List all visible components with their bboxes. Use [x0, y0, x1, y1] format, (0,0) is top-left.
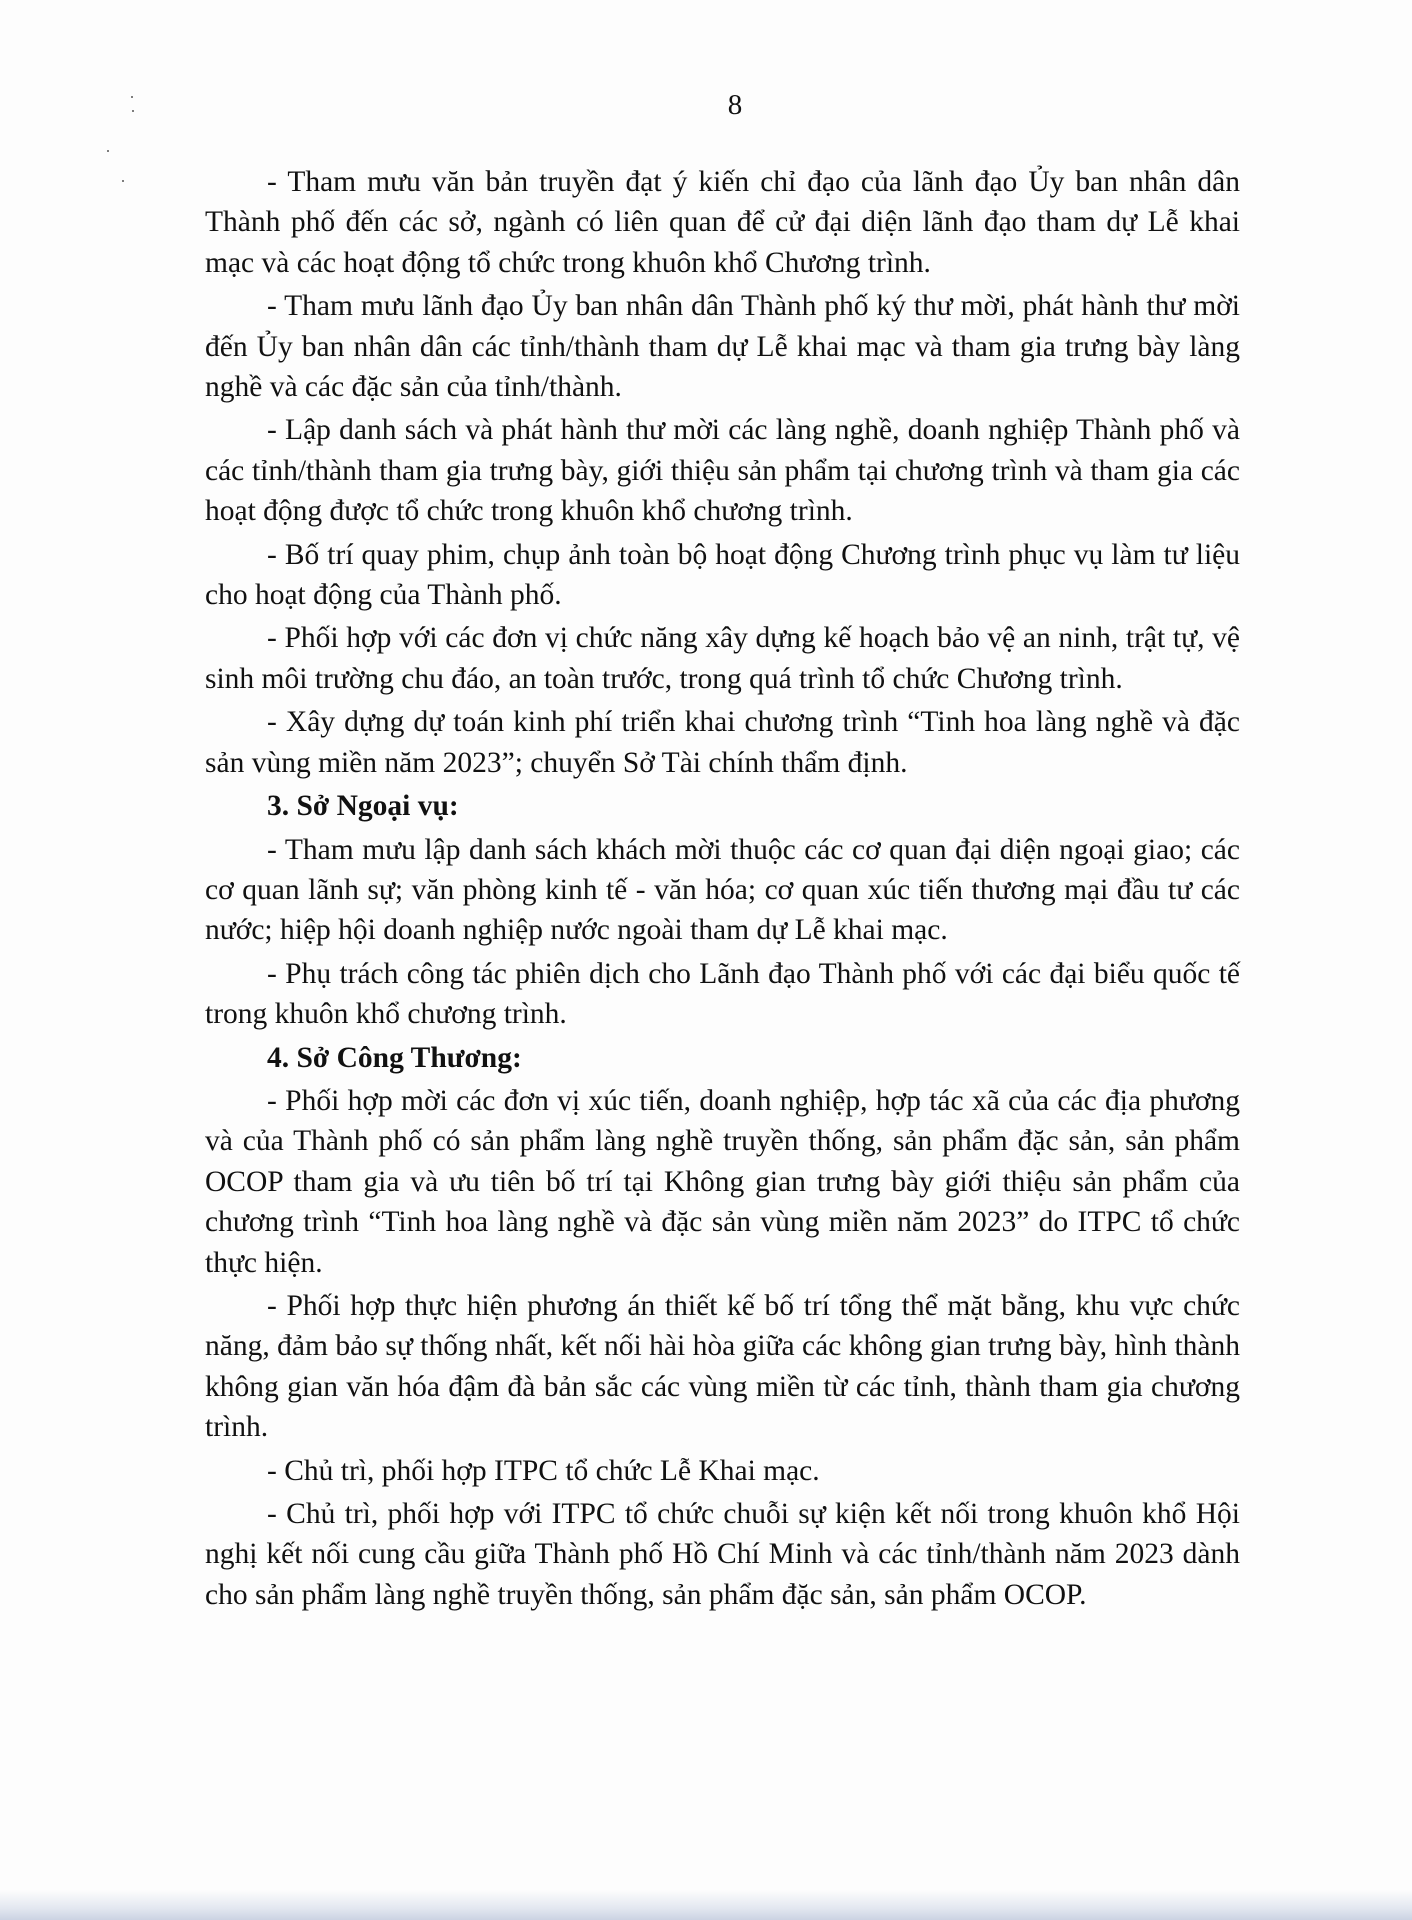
paragraph: - Lập danh sách và phát hành thư mời các làng nghề, doanh nghiệp Thành phố và các tỉnh/thành tham gia trưng bày, giới thiệu sản phẩm tại chương trình và tham gia các hoạt động được tổ chức trong khuôn khổ chương trình.	[205, 414, 1240, 528]
paragraph: - Chủ trì, phối hợp với ITPC tổ chức chuỗi sự kiện kết nối trong khuôn khổ Hội nghị kết nối cung cầu giữa Thành phố Hồ Chí Minh và các tỉnh/thành năm 2023 dành cho sản phẩm làng nghề truyền thống, sản phẩm đặc sản, sản phẩm OCOP.	[205, 1498, 1240, 1611]
section-heading: 4. Sở Công Thương:	[267, 1041, 522, 1074]
paragraph: - Phối hợp mời các đơn vị xúc tiến, doanh nghiệp, hợp tác xã của các địa phương và của Thành phố có sản phẩm làng nghề truyền thống, sản phẩm đặc sản, sản phẩm OCOP tham gia và ưu tiên bố trí tại Không gian trưng bày giới thiệu sản phẩm của chương trình “Tinh hoa làng nghề và đặc sản vùng miền năm 2023” do ITPC tổ chức thực hiện.	[205, 1084, 1240, 1279]
paragraph: - Xây dựng dự toán kinh phí triển khai chương trình “Tinh hoa làng nghề và đặc sản vùng miền năm 2023”; chuyển Sở Tài chính thẩm định.	[205, 706, 1240, 779]
document-body	[205, 162, 1240, 1618]
scan-speck	[122, 180, 124, 182]
scan-bottom-edge	[0, 1890, 1412, 1920]
paragraph: - Tham mưu văn bản truyền đạt ý kiến chỉ đạo của lãnh đạo Ủy ban nhân dân Thành phố đến các sở, ngành có liên quan để cử đại diện lãnh đạo tham dự Lễ khai mạc và các hoạt động tổ chức trong khuôn khổ Chương trình.	[205, 166, 1240, 279]
paragraph: - Phối hợp với các đơn vị chức năng xây dựng kế hoạch bảo vệ an ninh, trật tự, vệ sinh môi trường chu đáo, an toàn trước, trong quá trình tổ chức Chương trình.	[205, 622, 1240, 695]
page-number: 8	[727, 89, 743, 121]
paragraph: - Tham mưu lập danh sách khách mời thuộc các cơ quan đại diện ngoại giao; các cơ quan lãnh sự; văn phòng kinh tế - văn hóa; cơ quan xúc tiến thương mại đầu tư các nước; hiệp hội doanh nghiệp nước ngoài tham dự Lễ khai mạc.	[205, 833, 1240, 947]
paragraph: - Tham mưu lãnh đạo Ủy ban nhân dân Thành phố ký thư mời, phát hành thư mời đến Ủy ban nhân dân các tỉnh/thành tham dự Lễ khai mạc và tham gia trưng bày làng nghề và các đặc sản của tỉnh/thành.	[205, 290, 1240, 404]
scan-speck	[107, 150, 109, 152]
paragraph: - Chủ trì, phối hợp ITPC tổ chức Lễ Khai mạc.	[267, 1454, 820, 1487]
paragraph: - Phụ trách công tác phiên dịch cho Lãnh đạo Thành phố với các đại biểu quốc tế trong khuôn khổ chương trình.	[205, 957, 1240, 1031]
paragraph: - Phối hợp thực hiện phương án thiết kế bố trí tổng thể mặt bằng, khu vực chức năng, đảm bảo sự thống nhất, kết nối hài hòa giữa các không gian trưng bày, hình thành không gian văn hóa đậm đà bản sắc các vùng miền từ các tỉnh, thành tham gia chương trình.	[205, 1289, 1240, 1444]
paragraph: - Bố trí quay phim, chụp ảnh toàn bộ hoạt động Chương trình phục vụ làm tư liệu cho hoạt động của Thành phố.	[205, 538, 1240, 612]
section-heading: 3. Sở Ngoại vụ:	[267, 790, 459, 823]
